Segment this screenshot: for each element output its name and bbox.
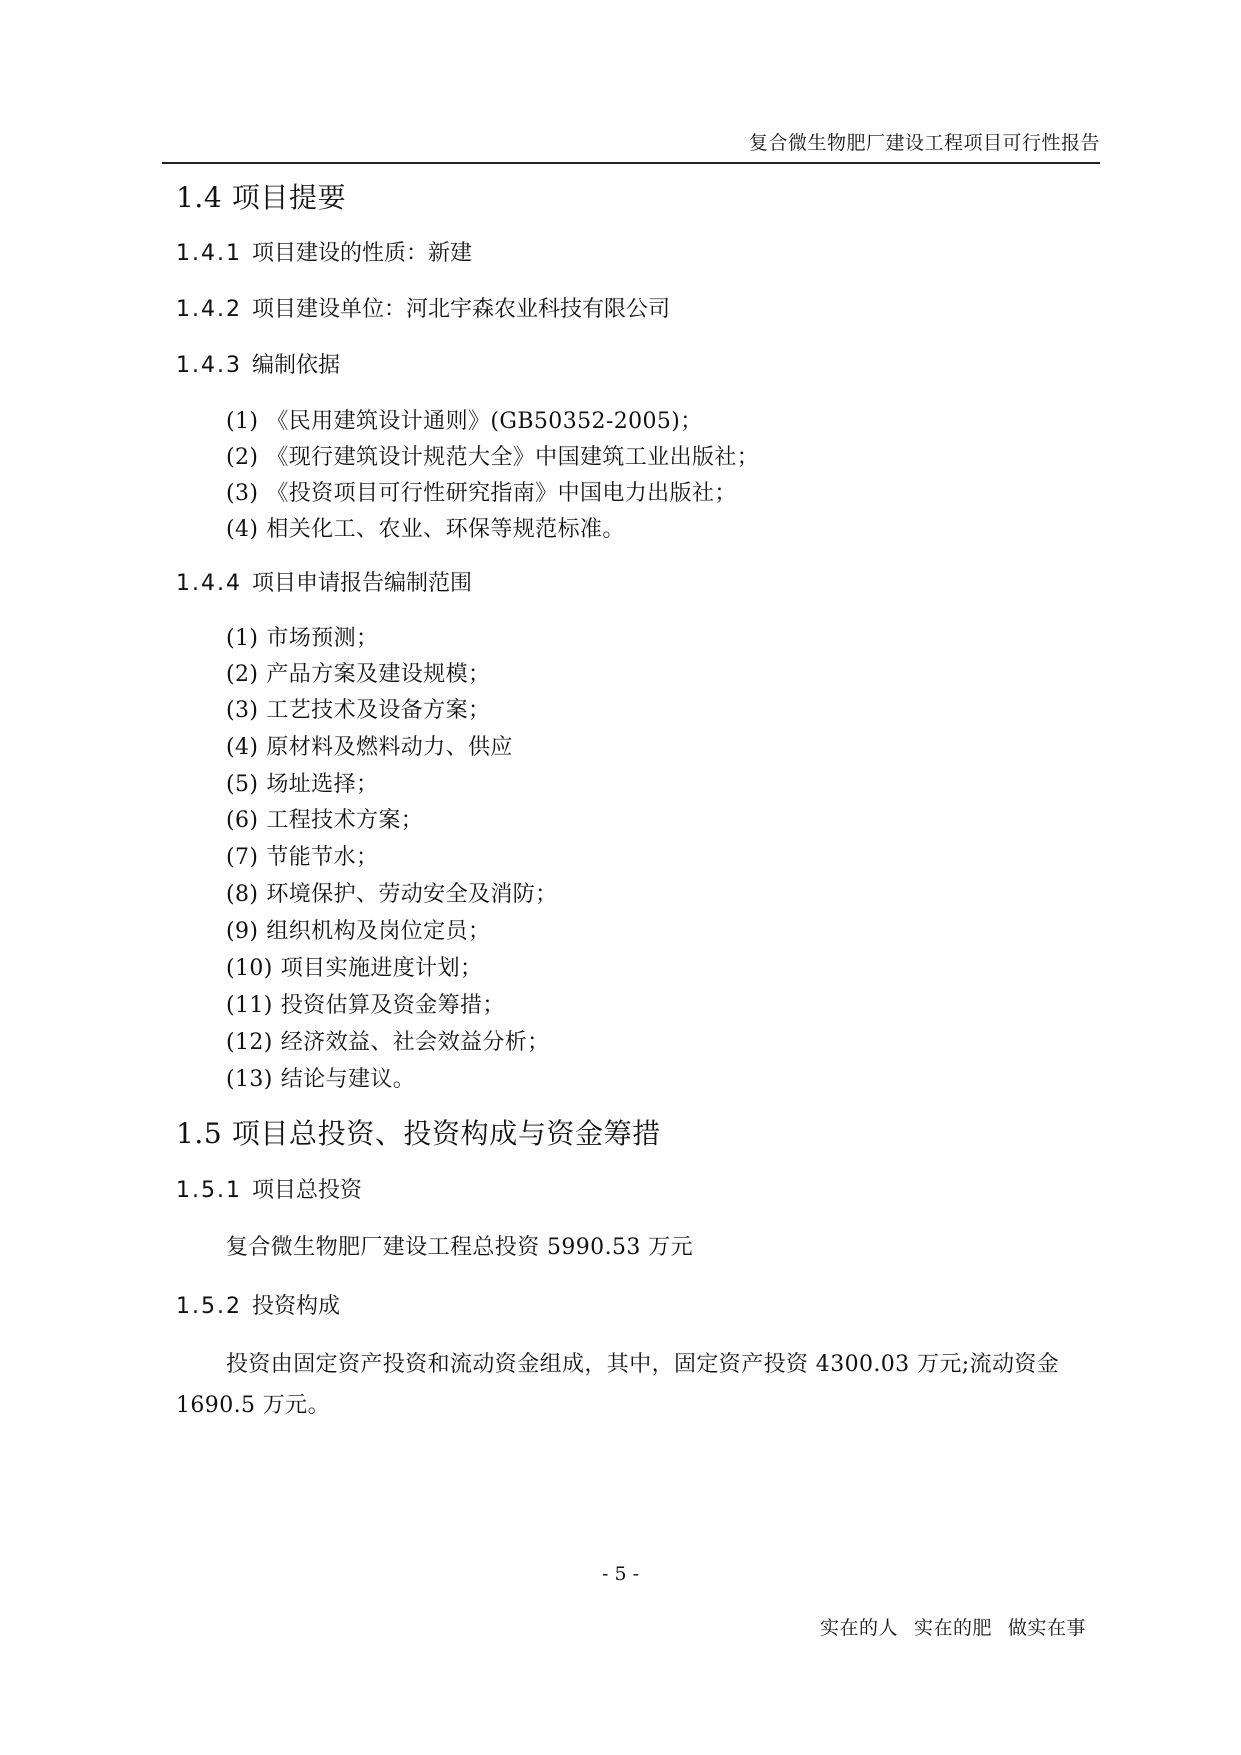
list-marker: (2) [226,445,259,470]
list-marker: (1) [226,626,259,651]
list-marker: (5) [226,772,259,797]
subsection-1-4-3 [176,348,340,379]
list-text: 项目实施进度计划； [280,956,483,981]
scope-item-9 [226,914,490,945]
scope-item-12 [226,1025,550,1056]
list-marker: (4) [226,517,259,542]
basis-item-4 [226,512,625,543]
slogan-part: 做实在事 [1008,1617,1087,1639]
total-investment-paragraph: 复合微生物肥厂建设工程总投资 5990.53 万元 [226,1235,693,1260]
list-marker: (1) [226,409,259,434]
subsection-number: 1.4.4 [176,571,242,596]
scope-item-7 [226,840,378,871]
scope-item-6 [226,803,423,834]
basis-item-1 [226,404,703,435]
list-text: 结论与建议。 [280,1067,416,1092]
subsection-number: 1.5.1 [176,1178,242,1203]
scope-item-4 [226,730,513,761]
subsection-1-4-4 [176,566,472,597]
page-number: - 5 - [601,1563,639,1585]
subsection-label: 项目建设的性质： [251,241,428,266]
subsection-label: 项目建设单位： [251,297,406,322]
list-text: 《民用建筑设计通则》(GB50352-2005)； [266,409,703,434]
scope-item-8 [226,877,558,908]
list-text: 场址选择； [266,772,379,797]
list-marker: (2) [226,662,259,687]
investment-composition-paragraph: 投资由固定资产投资和流动资金组成，其中，固定资产投资 4300.03 万元;流动资金 1690.5 万元。 [176,1352,1060,1418]
section-title-1-5: 1.5 项目总投资、投资构成与资金筹措 [176,1117,661,1150]
scope-item-10 [226,951,482,982]
slogan-part: 实在的肥 [914,1617,993,1639]
subsection-label: 项目总投资 [251,1178,362,1203]
subsection-1-4-2 [176,292,670,323]
subsection-number: 1.5.2 [176,1294,242,1319]
subsection-1-5-1 [176,1173,362,1204]
list-text: 节能节水； [266,845,379,870]
list-marker: (11) [226,993,273,1018]
list-marker: (12) [226,1030,273,1055]
basis-item-2 [226,440,759,471]
list-marker: (9) [226,919,259,944]
list-marker: (3) [226,481,259,506]
list-marker: (8) [226,882,259,907]
list-text: 组织机构及岗位定员； [266,919,491,944]
list-marker: (6) [226,808,259,833]
scope-item-11 [226,988,505,1019]
list-text: 环境保护、劳动安全及消防； [266,882,558,907]
section-title-1-4: 1.4 项目提要 [176,181,347,214]
scope-item-5 [226,767,378,798]
scope-item-2 [226,657,490,688]
scope-item-3 [226,693,490,724]
list-marker: (4) [226,735,259,760]
subsection-1-4-1 [176,236,472,267]
list-marker: (10) [226,956,273,981]
list-text: 工艺技术及设备方案； [266,698,491,723]
list-text: 相关化工、农业、环保等规范标准。 [266,517,625,542]
list-text: 《投资项目可行性研究指南》中国电力出版社； [266,481,737,506]
list-marker: (3) [226,698,259,723]
subsection-label: 投资构成 [251,1294,340,1319]
list-text: 市场预测； [266,626,379,651]
list-text: 原材料及燃料动力、供应 [266,735,513,760]
subsection-label: 项目申请报告编制范围 [251,571,472,596]
subsection-1-5-2 [176,1289,340,1320]
list-text: 《现行建筑设计规范大全》中国建筑工业出版社； [266,445,760,470]
header-rule [162,162,1100,164]
list-marker: (13) [226,1067,273,1092]
running-header: 复合微生物肥厂建设工程项目可行性报告 [748,132,1100,154]
project-nature-value: 新建 [428,241,473,266]
list-marker: (7) [226,845,259,870]
subsection-number: 1.4.1 [176,241,242,266]
subsection-number: 1.4.2 [176,297,242,322]
scope-item-13 [226,1062,415,1093]
basis-item-3 [226,476,737,507]
slogan-part: 实在的人 [820,1617,899,1639]
subsection-label: 编制依据 [251,353,340,378]
list-text: 投资估算及资金筹措； [280,993,505,1018]
scope-item-1 [226,621,378,652]
construction-unit-value: 河北宇森农业科技有限公司 [406,297,671,322]
list-text: 经济效益、社会效益分析； [280,1030,550,1055]
list-text: 工程技术方案； [266,808,424,833]
subsection-number: 1.4.3 [176,353,242,378]
footer-slogan [820,1613,1102,1640]
list-text: 产品方案及建设规模； [266,662,491,687]
